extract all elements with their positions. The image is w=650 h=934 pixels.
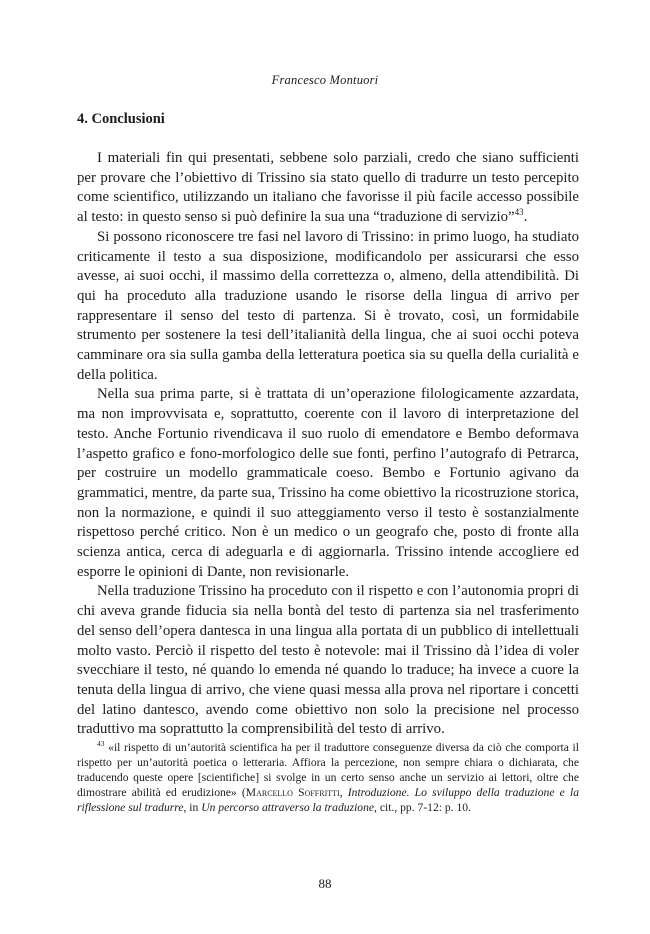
paragraph-2: Si possono riconoscere tre fasi nel lavoro di Trissino: in primo luogo, ha studiato criticamente il testo a sua disposizione, modificandolo per assicurarsi che esso avesse, ai suoi occhi, il massimo della correttezza o, almeno, della attendibilità. Di qui ha proceduto alla traduzione usando le risorse della lingua di arrivo per rappresentare il senso del testo di partenza. Si è trovato, così, un formidabile strumento per sostenere la tesi dell’italianità della lingua, che ai suoi occhi poteva camminare ora sia sulla gamba della letteratura poetica sia su quella della curialità e della politica. xyxy=(77,228,579,383)
footnote-author: Marcello Soffritti xyxy=(245,786,340,800)
page-number: 88 xyxy=(318,876,332,891)
footnote-separator: , in xyxy=(183,801,202,815)
paragraph-3: Nella sua prima parte, si è trattata di un’operazione filologicamente azzardata, ma non improvvisata e, soprattutto, coerente con il lavoro di interpretazione del testo. Anche Fortunio rivendicava il suo ruolo di emendatore e Bembo deformava l’aspetto grafico e fono-morfologico delle sue fonti, perfino l’autografo di Petrarca, per costruire un modello grammaticale coeso. Bembo e Fortunio agivano da grammatici, mentre, da parte sua, Trissino ha come obiettivo la ricostruzione storica, non la normazione, e quindi il suo atteggiamento verso il testo è sostanzialmente rispettoso perché critico. Non è un medico o un geografo che, posto di fronte alla scienza antica, cerca di adeguarla e di aggiornarla. Trissino intende accogliere ed esporre le opinioni di Dante, non revisionarle. xyxy=(77,386,579,580)
paragraph-1-text: I materiali fin qui presentati, sebbene solo parziali, credo che siano sufficienti per provare che l’obiettivo di Trissino sia stato quello di tradurre un testo percepito come scientifico, utilizzando un italiano che favorisse il più facile accesso possibile al testo: in questo senso si può definire la sua una “traduzione di servizio” xyxy=(77,150,579,226)
footnote-citation: , cit., pp. 7-12: p. 10. xyxy=(374,801,471,815)
footnote-book-title: Un percorso attraverso la traduzione xyxy=(201,801,375,815)
footnote-title: Introduzione. Lo sviluppo della traduzione e la riflessione sul tradurre xyxy=(77,786,580,815)
paragraph-4: Nella traduzione Trissino ha proceduto con il rispetto e con l’autonomia propri di chi aveva grande fiducia sia nella bontà del testo di partenza sia nel trasferimento del senso dell’opera dantesca in una lingua alla portata di un pubblico di intellettuali molto vasto. Perciò il rispetto del testo è notevole: mai il Trissino dà l’idea di voler svecchiare il testo, né quando lo emenda né quando lo traduce; ha invece a cuore la tenuta della lingua di arrivo, che viene quasi messa alla prova nel riportare i concetti del latino dantesco, avendo come obiettivo non solo la precisione nel processo traduttivo ma soprattutto la comprensibilità del testo di arrivo. xyxy=(77,583,579,738)
footnote-number: 43 xyxy=(97,739,105,749)
footnote-separator: , xyxy=(339,786,348,800)
footnote-text: «il rispetto di un’autorità scientifica ha per il traduttore conseguenze diversa da ciò che comporta il rispetto per un’autorità poetica o letteraria. Affiora la percezione, non sempre chiara o dichiarata, che traducendo queste opere [scientifiche] si svolge in un certo senso anche un servizio ai lettori, oltre che dimostrare abilità ed erudizione» ( xyxy=(77,741,579,800)
footnote xyxy=(77,740,579,815)
paragraph-1 xyxy=(77,149,579,228)
paragraph-1-end: . xyxy=(523,209,528,226)
section-title: 4. Conclusioni xyxy=(77,111,165,127)
body-text xyxy=(77,149,579,740)
running-head: Francesco Montuori xyxy=(271,73,379,87)
footnote-reference: 43 xyxy=(514,207,524,218)
